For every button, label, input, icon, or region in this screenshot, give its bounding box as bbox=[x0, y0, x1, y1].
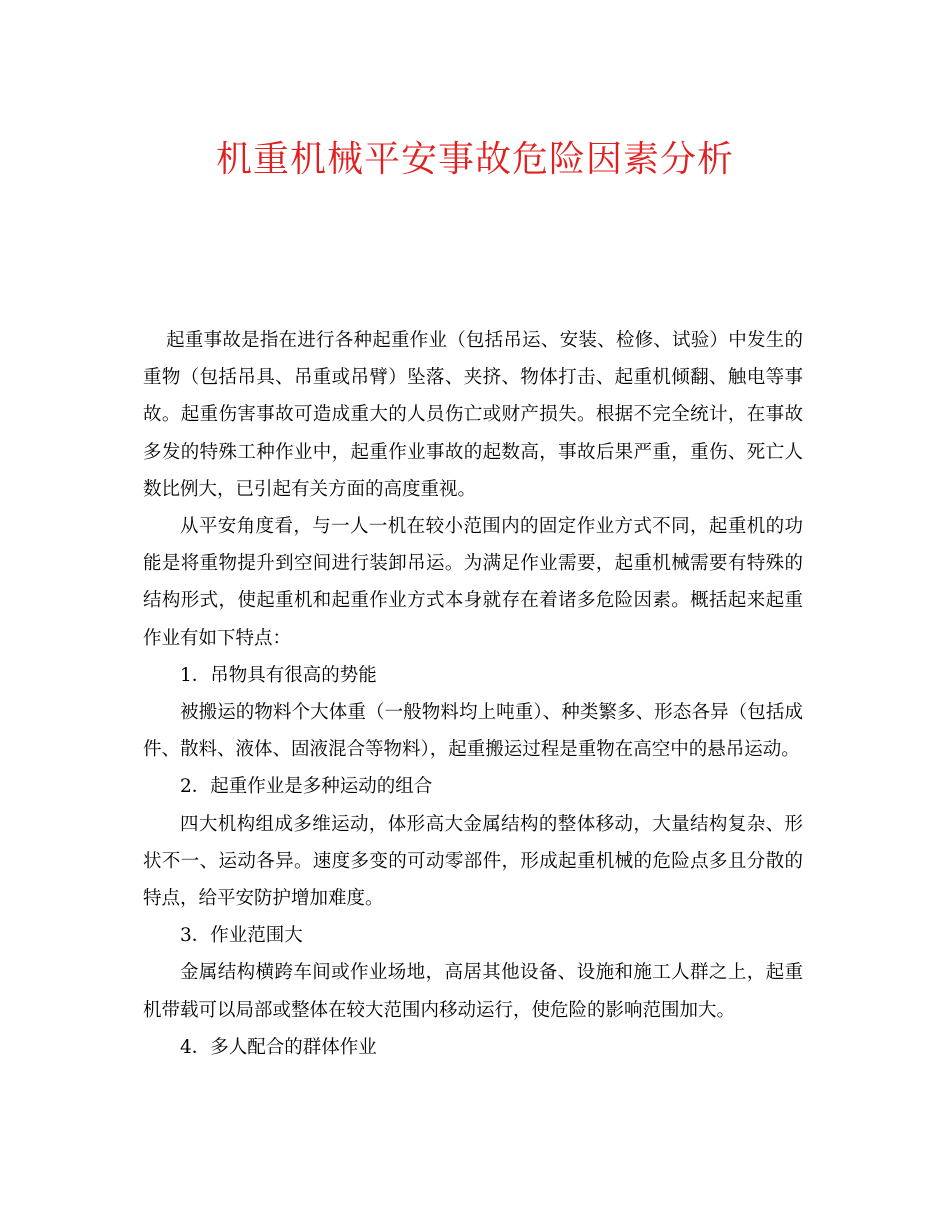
document-body bbox=[143, 322, 803, 1066]
heading-4: 4．多人配合的群体作业 bbox=[180, 1036, 377, 1058]
document-title: 机重机械平安事故危险因素分析 bbox=[215, 139, 734, 180]
paragraph-safety-view: 从平安角度看，与一人一机在较小范围内的固定作业方式不同，起重机的功能是将重物提升到空间进行装卸吊运。为满足作业需要，起重机械需要有特殊的结构形式，使起重机和起重作业方式本身就存在着诸多危险因素。概括起来起重作业有如下特点： bbox=[143, 516, 803, 649]
paragraph-2: 四大机构组成多维运动，体形高大金属结构的整体移动，大量结构复杂、形状不一、运动各异。速度多变的可动零部件，形成起重机械的危险点多且分散的特点，给平安防护增加难度。 bbox=[143, 813, 803, 910]
paragraph-3: 金属结构横跨车间或作业场地，高居其他设备、设施和施工人群之上，起重机带载可以局部或整体在较大范围内移动运行，使危险的影响范围加大。 bbox=[143, 962, 803, 1021]
paragraph-intro: 起重事故是指在进行各种起重作业（包括吊运、安装、检修、试验）中发生的重物（包括吊具、吊重或吊臂）坠落、夹挤、物体打击、起重机倾翻、触电等事故。起重伤害事故可造成重大的人员伤亡或财产损失。根据不完全统计，在事故多发的特殊工种作业中，起重作业事故的起数高，事故后果严重，重伤、死亡人数比例大，已引起有关方面的高度重视。 bbox=[143, 330, 803, 500]
heading-3: 3．作业范围大 bbox=[180, 925, 303, 947]
paragraph-1: 被搬运的物料个大体重（一般物料均上吨重）、种类繁多、形态各异（包括成件、散料、液体、固液混合等物料），起重搬运过程是重物在高空中的悬吊运动。 bbox=[143, 702, 803, 761]
heading-1: 1．吊物具有很高的势能 bbox=[180, 664, 377, 686]
heading-2: 2．起重作业是多种运动的组合 bbox=[180, 776, 433, 798]
